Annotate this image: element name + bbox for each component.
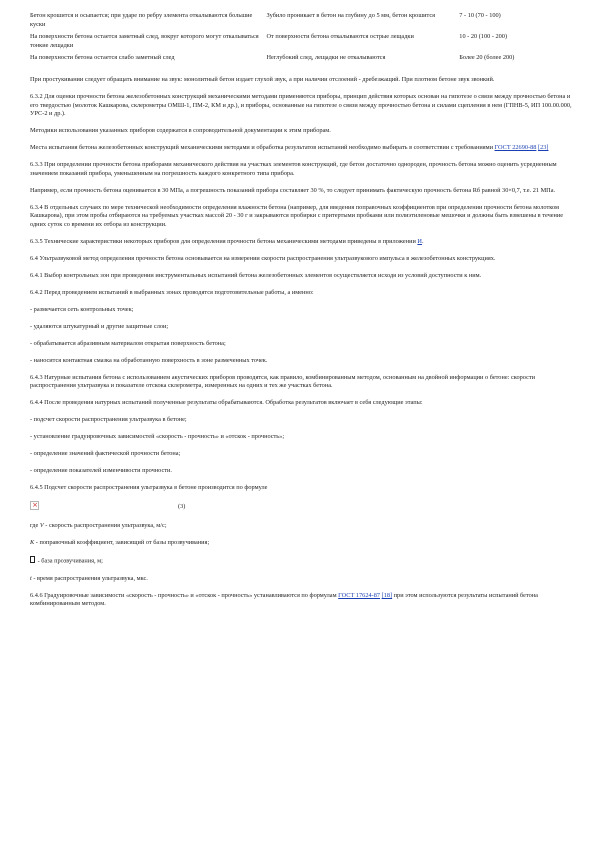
paragraph-text: при этом используются результаты испытаний бетона комбинированным методом. <box>30 591 538 608</box>
test-places-paragraph <box>30 144 574 153</box>
table-cell: От поверхности бетона откалываются острые лещадки <box>266 33 414 41</box>
definition-text: - поправочный коэффициент, зависящий от базы прозвучивания; <box>34 539 210 547</box>
section-6-4-3: 6.4.3 Натурные испытания бетона с использованием акустических приборов проводятся, как правило, комбинированным методом, основанным на двойной информации о бетоне: скорости распространения ультразвука и показателе отскока склерометра, измеренных на одних и тех же участках бетона. <box>30 373 535 390</box>
where-v-line: где V - скорость распространения ультразвука, м/с; <box>30 522 167 530</box>
methods-paragraph: Методики использования указанных приборов содержатся в сопроводительной документации к этим приборам. <box>30 127 331 135</box>
missing-glyph-icon <box>30 556 35 563</box>
list-item: - удаляются штукатурный и другие защитные слои; <box>30 322 169 330</box>
paragraph-text: Места испытания бетона железобетонных конструкций механическими методами и обработка результатов испытаний необходимо выбирать в соответствии с требованиями <box>30 144 495 152</box>
table-row <box>30 33 574 54</box>
paragraph-text: . <box>421 237 424 245</box>
paragraph-text: 6.3.5 Технические характеристики некоторых приборов для определения прочности бетона механическими методами приведены в приложении <box>30 237 418 245</box>
list-item: - установление градуировочных зависимостей «скорость - прочность» и «отскок - прочность»; <box>30 433 285 441</box>
table-cell: Зубило проникает в бетон на глубину до 5 мм, бетон крошится <box>266 12 436 19</box>
section-6-4-6 <box>30 592 574 609</box>
definition-text: - время распространения ультразвука, мкс. <box>31 574 148 582</box>
table-cell: 10 - 20 (100 - 200) <box>459 33 508 41</box>
where-l-line <box>30 556 574 566</box>
section-6-3-5 <box>30 238 574 247</box>
paragraph-text: 6.4.6 Градуировочные зависимости «скорость - прочность» и «отскок - прочность» устанавливаются по формулам <box>30 591 339 599</box>
section-6-4-4: 6.4.4 После проведения натурных испытаний полученные результаты обрабатываются. Обработка результатов включает в себя следующие этапы: <box>30 399 423 407</box>
reference-18-link[interactable]: [18] <box>381 591 393 599</box>
where-k-line <box>30 539 574 548</box>
section-6-4-2: 6.4.2 Перед проведением испытаний в выбранных зонах проводятся подготовительные работы, а именно: <box>30 288 314 296</box>
gost-22690-link[interactable]: ГОСТ 22690-88 <box>494 144 537 152</box>
table-row <box>30 54 574 67</box>
strength-assessment-table <box>30 12 574 67</box>
tapping-paragraph: При простукивании следует обращать внимание на звук: монолитный бетон издает глухой звук, а при наличии отслоений - дребезжащий. При плотном бетоне звук звонкий. <box>30 75 495 83</box>
example-paragraph: Например, если прочность бетона оценивается в 30 МПа, а погрешность показаний прибора составляет 30 %, то следует принимать фактическую прочность бетона Rб равной 30×0,7, т.е. 21 МПа. <box>30 186 556 194</box>
section-6-3-4: 6.3.4 В отдельных случаях по мере технической необходимости определения влажности бетона (например, для введения поправочных коэффициентов при определении прочности бетона молотком Кашкарова), при этом пробы отбираются на требуемых участках массой 20 - 30 г и закрываются пробирки с притертыми пробками или полиэтиленовые мешочки и должны быть взвешены в течение одних суток со времени их отбора из конструкции. <box>30 203 564 228</box>
definition-text: - скорость распространения ультразвука, м/с; <box>43 522 167 530</box>
document-page <box>30 12 574 617</box>
list-item: - подсчет скорости распространения ультразвука в бетоне; <box>30 416 187 424</box>
table-cell: Бетон крошится и осыпается; при ударе по ребру элемента откалываются большие куски <box>30 12 253 28</box>
table-cell: Более 20 (более 200) <box>459 54 515 62</box>
list-item: - определение значений фактической прочности бетона; <box>30 450 181 458</box>
list-item: - размечается сеть контрольных точек; <box>30 305 134 313</box>
symbol-t: t <box>30 574 32 582</box>
equation-number: (3) <box>178 503 186 511</box>
table-cell: 7 - 10 (70 - 100) <box>459 12 501 19</box>
reference-23-link[interactable]: [23] <box>537 144 549 152</box>
section-6-3-3: 6.3.3 При определении прочности бетона приборами механического действия на участках элементов конструкций, где бетон достаточно однороден, прочность бетона можно оценить усредненным значением показаний прибора, уменьшенным на погрешность каждого конкретного типа прибора. <box>30 161 557 177</box>
section-6-3-2: 6.3.2 Для оценки прочности бетона железобетонных конструкций механическими методами применяются приборы, принцип действия которых основан на гипотезе о связи между прочностью бетона и его твердостью (молоток Кашкарова, склерометры ОМШ-1, ПМ-2, КМ и др.), и приборы, основанные на гипотезе о связи между прочностью бетона и силами сцепления в нем (ГПНВ-5, ИП 100.00.000, УРС-2 и др.). <box>30 92 572 118</box>
section-6-4: 6.4 Ультразвуковой метод определения прочности бетона основывается на измерении скорости распространения ультразвукового импульса в железобетонных конструкциях. <box>30 254 496 262</box>
symbol-v: V <box>39 522 44 530</box>
section-6-4-5: 6.4.5 Подсчет скорости распространения ультразвука в бетоне производится по формуле <box>30 484 268 492</box>
symbol-k: K <box>30 539 35 547</box>
table-cell: Неглубокий след, лещадки не откалываются <box>266 54 386 62</box>
gost-17624-link[interactable]: ГОСТ 17624-87 <box>338 591 381 599</box>
where-t-line <box>30 575 574 584</box>
list-item: - наносится контактная смазка на обработанную поверхность в зоне размеченных точек. <box>30 356 268 364</box>
formula-row <box>30 501 574 513</box>
appendix-i-link[interactable]: И <box>417 237 422 245</box>
table-row <box>30 12 574 33</box>
broken-image-icon: × <box>30 501 39 510</box>
section-6-4-1: 6.4.1 Выбор контрольных зон при проведении инструментальных испытаний бетона железобетонных элементов осуществляется исходя из условий доступности к ним. <box>30 271 482 279</box>
list-item: - обрабатывается абразивным материалом открытая поверхность бетона; <box>30 339 226 347</box>
list-item: - определение показателей изменчивости прочности. <box>30 467 172 475</box>
definition-text: - база прозвучивания, м; <box>36 557 103 565</box>
table-cell: На поверхности бетона остается слабо заметный след <box>30 54 175 62</box>
table-cell: На поверхности бетона остается заметный след, вокруг которого могут откалываться тонкие лещадки <box>30 33 259 49</box>
